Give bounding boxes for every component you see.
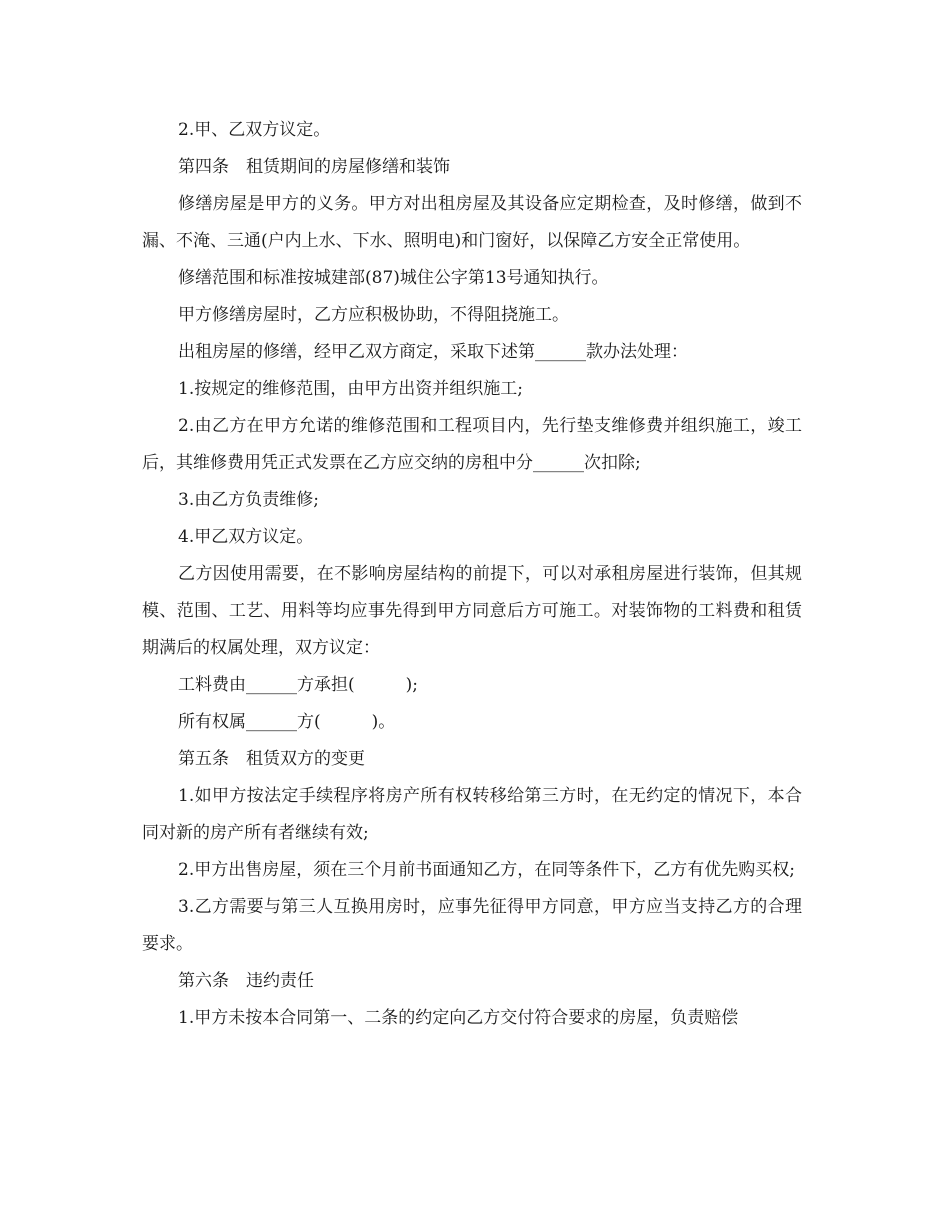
document-body <box>142 112 802 1037</box>
article-6-heading: 第六条 违约责任 <box>178 971 314 991</box>
list-item-2: 2.甲、乙双方议定。 <box>178 120 331 140</box>
paragraph-decoration: 乙方因使用需要，在不影响房屋结构的前提下，可以对承租房屋进行装饰，但其规模、范围、工艺、用料等均应事先得到甲方同意后方可施工。对装饰物的工料费和租赁期满后的权属处理，双方议定： <box>142 564 802 658</box>
list-item-change-2: 2.甲方出售房屋，须在三个月前书面通知乙方，在同等条件下，乙方有优先购买权; <box>178 860 795 880</box>
list-item-repair-3: 3.由乙方负责维修; <box>178 490 319 510</box>
list-item-repair-1: 1.按规定的维修范围，由甲方出资并组织施工; <box>178 379 523 399</box>
list-item-breach-1: 1.甲方未按本合同第一、二条的约定向乙方交付符合要求的房屋，负责赔偿 <box>178 1008 739 1028</box>
list-item-change-1: 1.如甲方按法定手续程序将房产所有权转移给第三方时，在无约定的情况下，本合同对新的房产所有者继续有效; <box>142 786 802 843</box>
paragraph-repair-standard: 修缮范围和标准按城建部(87)城住公字第13号通知执行。 <box>178 268 609 288</box>
list-item-repair-4: 4.甲乙双方议定。 <box>178 527 314 547</box>
list-item-repair-2: 2.由乙方在甲方允诺的维修范围和工程项目内，先行垫支维修费并组织施工，竣工后，其维修费用凭正式发票在乙方应交纳的房租中分______次扣除; <box>142 416 802 473</box>
paragraph-material-cost: 工料费由______方承担( ); <box>178 675 418 695</box>
paragraph-repair-method: 出租房屋的修缮，经甲乙双方商定，采取下述第______款办法处理： <box>178 342 688 362</box>
article-5-heading: 第五条 租赁双方的变更 <box>178 749 365 769</box>
paragraph-repair-cooperation: 甲方修缮房屋时，乙方应积极协助，不得阻挠施工。 <box>178 305 569 325</box>
article-4-heading: 第四条 租赁期间的房屋修缮和装饰 <box>178 157 450 177</box>
paragraph-ownership: 所有权属______方( )。 <box>178 712 396 732</box>
paragraph-repair-duty: 修缮房屋是甲方的义务。甲方对出租房屋及其设备应定期检查，及时修缮，做到不漏、不淹、三通(户内上水、下水、照明电)和门窗好，以保障乙方安全正常使用。 <box>142 194 802 251</box>
list-item-change-3: 3.乙方需要与第三人互换用房时，应事先征得甲方同意，甲方应当支持乙方的合理要求。 <box>142 897 802 954</box>
